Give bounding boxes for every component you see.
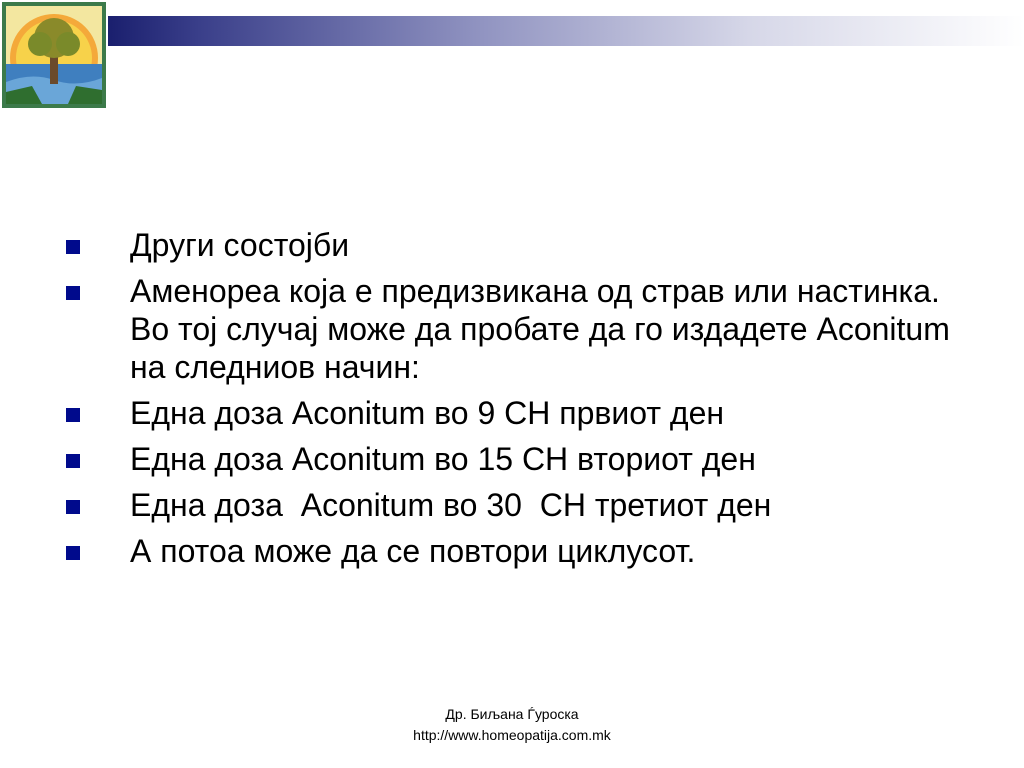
bullet-text: Други состојби [130,227,350,263]
tree-logo-graphic [2,2,106,108]
square-bullet-icon [66,454,80,468]
list-item [60,486,980,524]
list-item [60,226,980,264]
square-bullet-icon [66,500,80,514]
square-bullet-icon [66,408,80,422]
bullet-text: А потоа може да се повтори циклусот. [130,533,696,569]
footer-url[interactable]: http://www.homeopatija.com.mk [413,727,611,743]
list-item [60,440,980,478]
square-bullet-icon [66,546,80,560]
square-bullet-icon [66,286,80,300]
list-item [60,532,980,570]
bullet-text: Една доза Aconitum во 9 CH првиот ден [130,395,725,431]
footer-author: Др. Биљана Ѓуроска [445,706,579,722]
bullet-text: Аменореа која е предизвикана од страв или настинка. Во тој случај може да пробате да го издадете Aconitum на следниов начин: [130,273,959,385]
footer [0,704,1024,746]
bullet-list [60,226,980,578]
square-bullet-icon [66,240,80,254]
tree-logo [2,2,106,108]
list-item [60,272,980,386]
bullet-text: Една доза Aconitum во 15 CH вториот ден [130,441,756,477]
bullet-text: Една доза Aconitum во 30 CH третиот ден [130,487,772,523]
title-bar [108,16,1024,46]
list-item [60,394,980,432]
